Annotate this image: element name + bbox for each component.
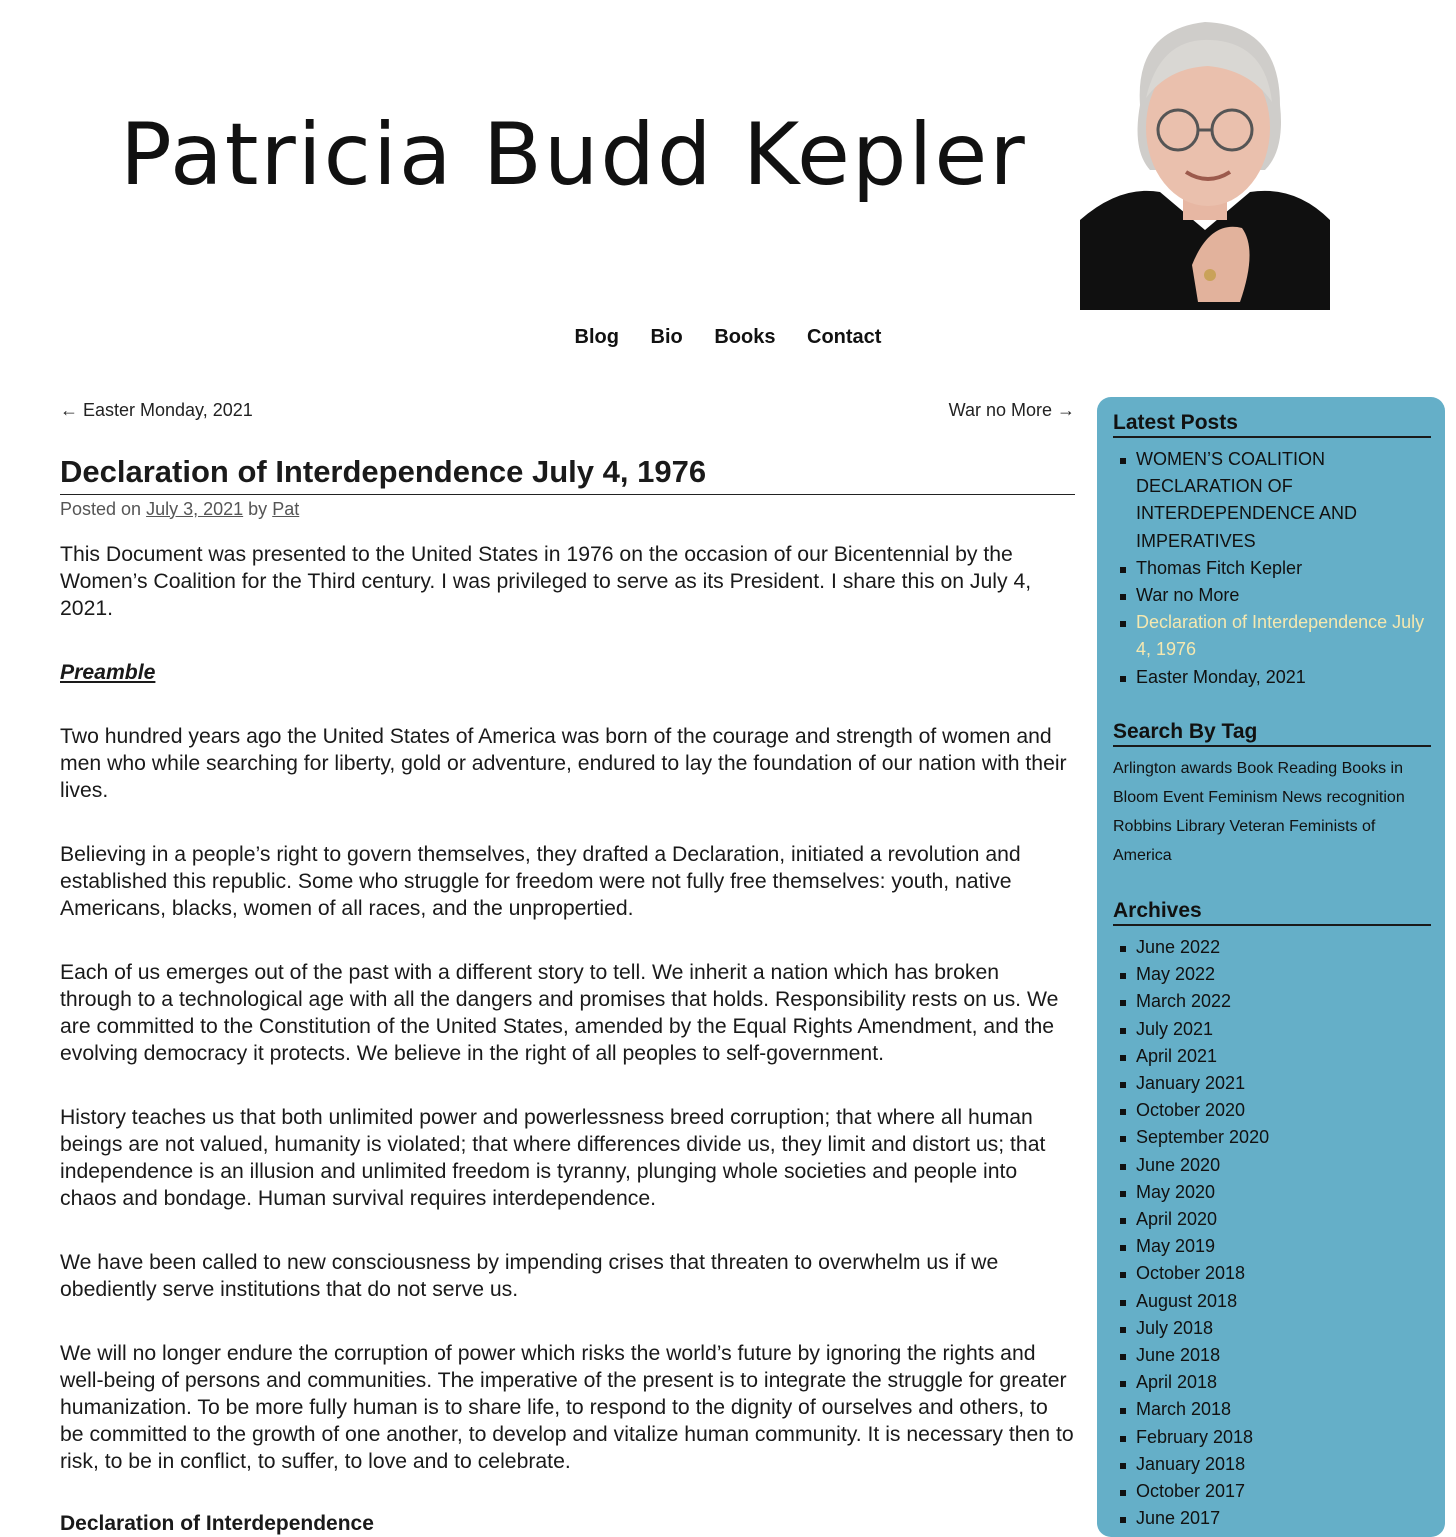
nav-books[interactable]: Books [714, 326, 776, 348]
tag-link[interactable]: Event [1162, 789, 1204, 806]
post-date-link[interactable]: July 3, 2021 [146, 498, 244, 519]
archive-item [1113, 1260, 1431, 1287]
archive-link[interactable]: June 2022 [1136, 937, 1221, 957]
archive-item [1113, 1315, 1431, 1342]
latest-post-item [1113, 446, 1431, 555]
archive-link[interactable]: June 2020 [1136, 1154, 1221, 1175]
archive-item [1113, 1424, 1431, 1451]
archive-item [1113, 1342, 1431, 1369]
archive-item [1113, 961, 1431, 988]
post-paragraph: Each of us emerges out of the past with a different story to tell. We inherit a nation which has broken through to a technological age with all the dangers and promises that holds. Responsibility rests on us. We are committed to the Constitution of the United States, amended by the Equal Rights Amendment, and the evolving democracy it protects. We believe in the right of all peoples to self-government. [60, 960, 1059, 1065]
archive-link[interactable]: April 2018 [1136, 1372, 1218, 1393]
archive-link[interactable]: June 2018 [1136, 1345, 1221, 1366]
archive-link[interactable]: April 2020 [1136, 1209, 1218, 1230]
tag-link[interactable]: awards [1180, 760, 1233, 777]
post-meta [60, 499, 1075, 520]
post-body [60, 541, 1075, 1536]
tag-link[interactable]: Book Reading [1236, 760, 1338, 777]
latest-post-link[interactable]: Easter Monday, 2021 [1136, 666, 1306, 687]
post-paragraph: We will no longer endure the corruption of power which risks the world’s future by ignoring the rights and well-being of persons and communities. The imperative of the present is to integrate the struggle for greater humanization. To be more fully human is to share life, to respond to the dignity of ourselves and others, to be committed to the growth of one another, to develop and vitalize human community. It is necessary then to risk, to be in conflict, to suffer, to love and to celebrate. [60, 1341, 1074, 1473]
archive-link[interactable]: January 2021 [1136, 1073, 1246, 1094]
archive-link[interactable]: April 2021 [1136, 1045, 1218, 1066]
latest-post-link[interactable]: WOMEN’S COALITION DECLARATION OF INTERDEPENDENCE AND IMPERATIVES [1136, 449, 1358, 551]
posted-on-label: Posted on [60, 498, 142, 519]
archive-item [1113, 1451, 1431, 1478]
archive-item [1113, 1206, 1431, 1233]
tag-cloud [1113, 747, 1431, 870]
tag-link[interactable]: Books in Bloom [1113, 760, 1403, 806]
tag-link[interactable]: Veteran Feminists of America [1113, 818, 1376, 864]
latest-post-item [1113, 609, 1431, 663]
site-title[interactable]: Patricia Budd Kepler [120, 105, 1027, 205]
latest-post-link[interactable]: War no More [1136, 585, 1240, 606]
latest-posts-heading: Latest Posts [1113, 411, 1431, 438]
tag-link[interactable]: News [1281, 789, 1322, 806]
post-content [60, 400, 1075, 1536]
archive-link[interactable]: May 2020 [1136, 1181, 1216, 1202]
archive-link[interactable]: January 2018 [1136, 1453, 1246, 1474]
archive-link[interactable]: October 2018 [1136, 1263, 1246, 1284]
archive-link[interactable]: October 2020 [1136, 1100, 1246, 1121]
post-paragraph: Two hundred years ago the United States of America was born of the courage and strength of women and men who while searching for liberty, gold or adventure, endured to lay the foundation of our nation with their lives. [60, 724, 1067, 802]
tag-link[interactable]: recognition [1326, 789, 1405, 806]
latest-post-item [1113, 664, 1431, 691]
nav-contact[interactable]: Contact [807, 326, 882, 348]
archive-item [1113, 1097, 1431, 1124]
archive-link[interactable]: May 2019 [1136, 1236, 1216, 1257]
post-title: Declaration of Interdependence July 4, 1976 [60, 453, 1075, 495]
archive-item [1113, 1043, 1431, 1070]
latest-post-link[interactable]: Thomas Fitch Kepler [1136, 557, 1303, 578]
archive-item [1113, 988, 1431, 1015]
post-navigation [60, 400, 1075, 421]
latest-post-item [1113, 555, 1431, 582]
sidebar [1097, 397, 1445, 1537]
tag-link[interactable]: Robbins Library [1113, 818, 1226, 835]
archive-item [1113, 1124, 1431, 1151]
archive-item [1113, 1478, 1431, 1505]
archive-link[interactable]: September 2020 [1136, 1127, 1270, 1148]
archive-link[interactable]: February 2018 [1136, 1426, 1254, 1447]
archives-widget [1113, 899, 1431, 1532]
next-post-link[interactable]: War no More → [948, 400, 1075, 420]
main-nav [0, 326, 1456, 349]
post-intro: This Document was presented to the United States in 1976 on the occasion of our Bicentennial by the Women’s Coalition for the Third century. I was privileged to serve as its President. I share this on July 4, 2021. [60, 542, 1032, 620]
archive-item [1113, 1505, 1431, 1532]
tag-link[interactable]: Arlington [1113, 760, 1177, 777]
archive-link[interactable]: July 2018 [1136, 1317, 1214, 1338]
archive-item [1113, 934, 1431, 961]
post-paragraph: History teaches us that both unlimited power and powerlessness breed corruption; that where all human beings are not valued, humanity is violated; that where differences divide us, they limit and distort us; that independence is an illusion and unlimited freedom is tyranny, plunging whole societies and people into chaos and bondage. Human survival requires interdependence. [60, 1105, 1046, 1210]
tags-heading: Search By Tag [1113, 720, 1431, 747]
archive-link[interactable]: June 2017 [1136, 1508, 1221, 1529]
previous-post-link[interactable]: ← Easter Monday, 2021 [60, 400, 253, 420]
archive-item [1113, 1070, 1431, 1097]
post-paragraph: Believing in a people’s right to govern themselves, they drafted a Declaration, initiated a revolution and established this republic. Some who struggle for freedom were not fully free themselves: youth, native Americans, blacks, women of all races, and the unpropertied. [60, 842, 1021, 920]
tag-link[interactable]: Feminism [1208, 789, 1278, 806]
post-paragraph: We have been called to new consciousness by impending crises that threaten to overwhelm us if we obediently serve institutions that do not serve us. [60, 1250, 999, 1301]
archive-item [1113, 1288, 1431, 1315]
archive-item [1113, 1016, 1431, 1043]
author-portrait [1080, 10, 1330, 310]
archive-item [1113, 1233, 1431, 1260]
archive-item [1113, 1152, 1431, 1179]
archive-link[interactable]: March 2022 [1136, 991, 1232, 1012]
tags-widget [1113, 720, 1431, 870]
archive-link[interactable]: July 2021 [1136, 1018, 1214, 1039]
archive-link[interactable]: March 2018 [1136, 1399, 1232, 1420]
declaration-heading: Declaration of Interdependence [60, 1511, 374, 1535]
latest-post-item [1113, 582, 1431, 609]
latest-posts-widget [1113, 411, 1431, 691]
nav-bio[interactable]: Bio [650, 326, 683, 348]
author-link[interactable]: Pat [272, 498, 300, 519]
by-label: by [248, 498, 268, 519]
archive-link[interactable]: May 2022 [1136, 964, 1216, 985]
archive-link[interactable]: October 2017 [1136, 1481, 1246, 1502]
archive-item [1113, 1179, 1431, 1206]
archive-link[interactable]: August 2018 [1136, 1290, 1238, 1311]
latest-post-link-current[interactable]: Declaration of Interdependence July 4, 1976 [1136, 612, 1425, 660]
nav-blog[interactable]: Blog [574, 326, 619, 348]
archives-heading: Archives [1113, 899, 1431, 926]
archive-item [1113, 1369, 1431, 1396]
archive-item [1113, 1396, 1431, 1423]
preamble-heading: Preamble [60, 660, 156, 684]
